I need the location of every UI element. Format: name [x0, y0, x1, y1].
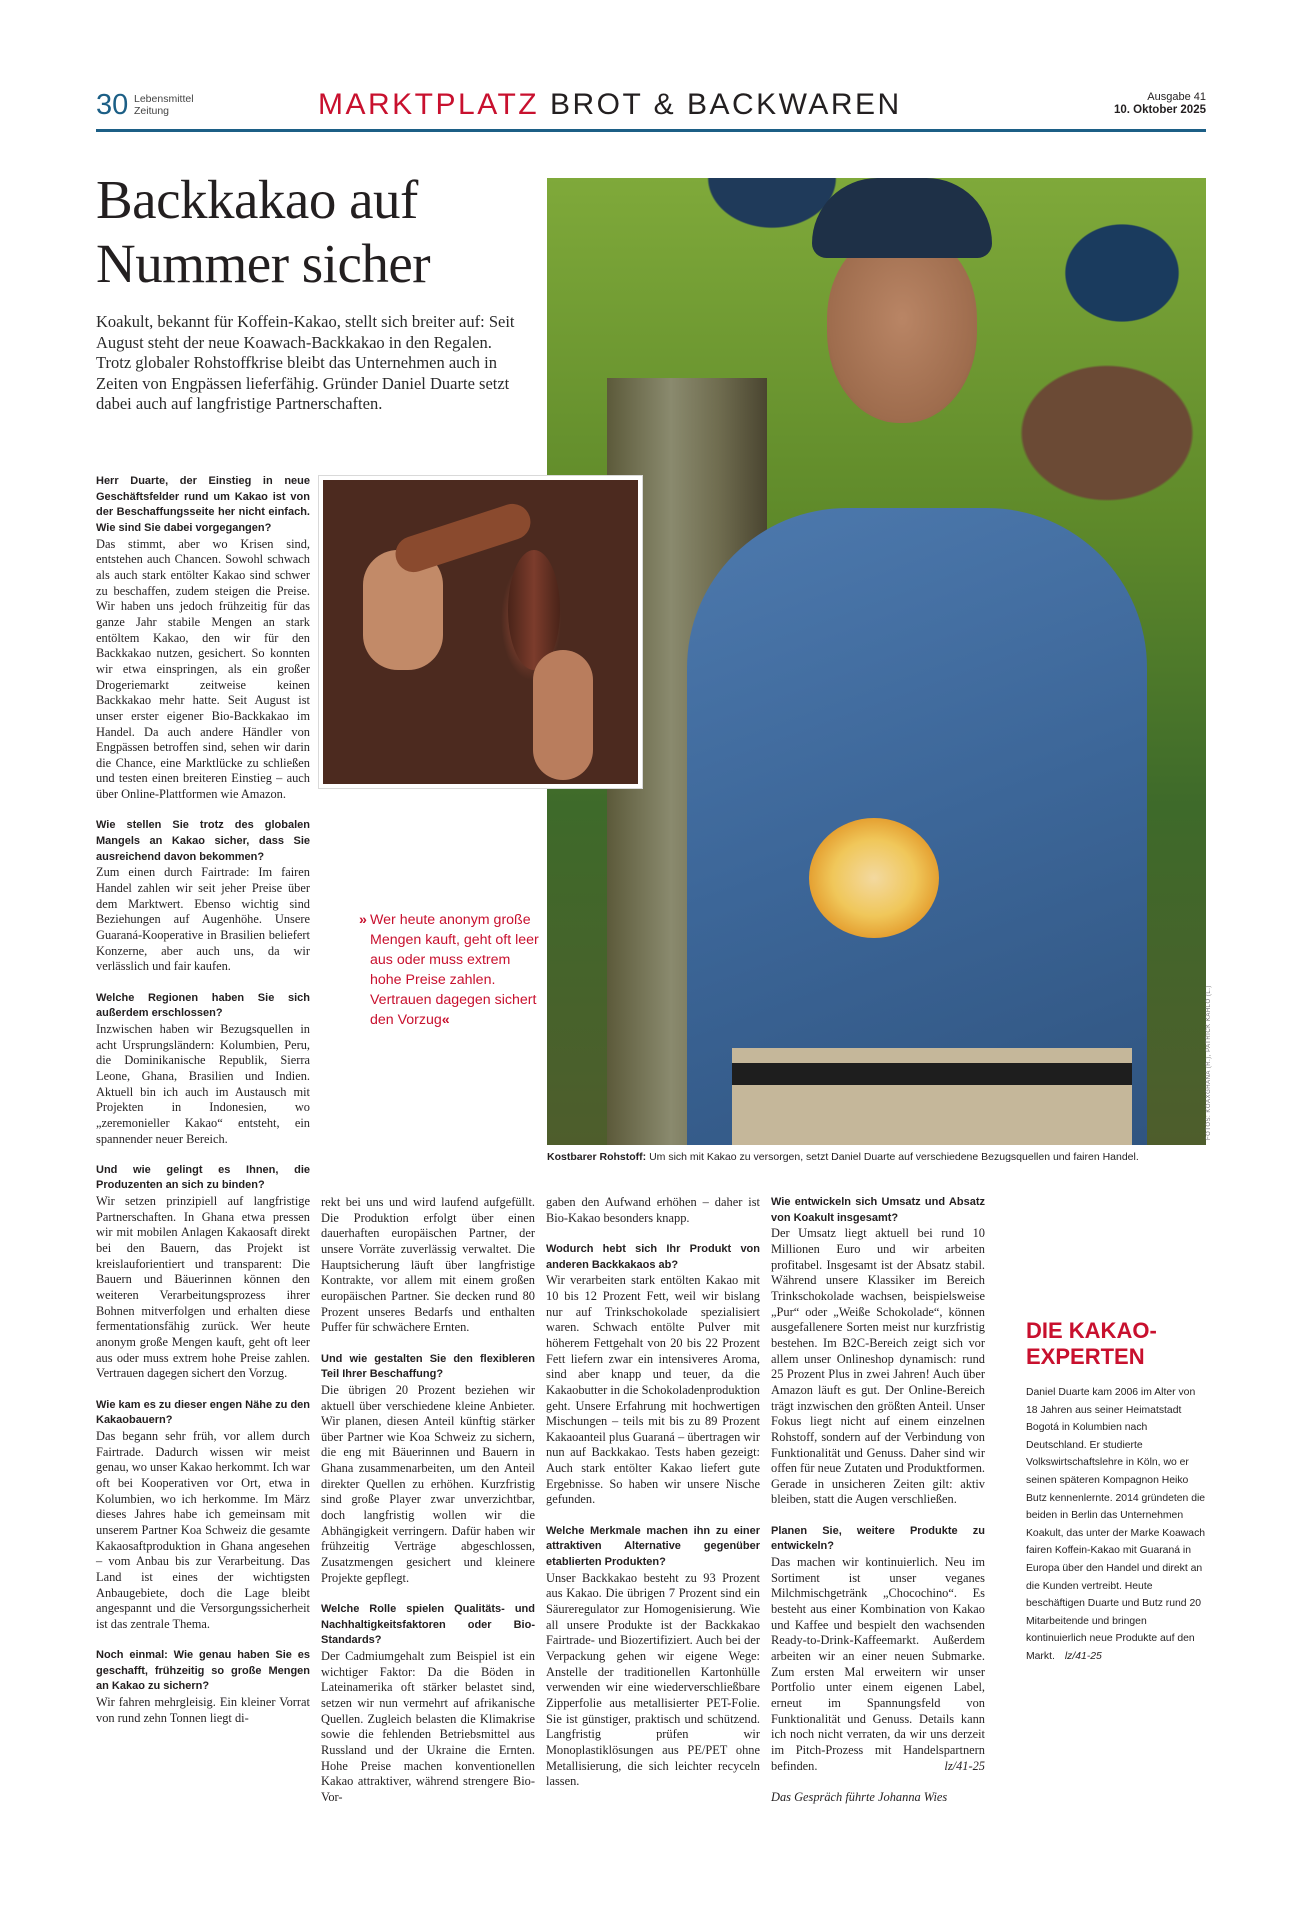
info-box-signature: lz/41-25	[1064, 1650, 1102, 1662]
article-column-1	[96, 474, 310, 1726]
paper-name-line2: Zeitung	[134, 105, 170, 117]
interview-question: Und wie gestalten Sie den flexibleren Teil Ihrer Beschaffung?	[321, 1352, 535, 1381]
interview-answer: Inzwischen haben wir Bezugsquellen in acht Ursprungsländern: Kolumbien, Peru, die Dominikanische Republik, Sierra Leone, Ghana, Brasilien und Indien. Aktuell bin ich auch im Austausch mit Projekten in Indonesien, wo „zeremonieller Kakao“ entsteht, ein spannender neuer Bereich.	[96, 1021, 310, 1146]
issue-number: Ausgabe 41	[1147, 91, 1206, 103]
interview-answer: Wir fahren mehrgleisig. Ein kleiner Vorrat von rund zehn Tonnen liegt di-	[96, 1695, 310, 1725]
issue-date: 10. Oktober 2025	[1113, 104, 1206, 116]
knife	[391, 499, 535, 577]
interview-block	[546, 1524, 760, 1790]
interview-answer: Der Cadmiumgehalt zum Beispiel ist ein wichtiger Faktor: Da die Böden in Lateinamerika oft stärker belastet sind, setzen wir nun vermehrt auf afrikanische Quellen. Zugleich belasten die Klimakrise sowie die fehlenden Betriebsmittel aus Russland und der Ukraine die Ernten. Hohe Preise machen konventionellen Kakao attraktiver, während strengere Bio-Vor-	[321, 1649, 535, 1804]
headline-line1: Backkakao auf	[96, 169, 418, 230]
info-title-line2: EXPERTEN	[1026, 1344, 1145, 1369]
lead-paragraph: Koakult, bekannt für Koffein-Kakao, stellt sich breiter auf: Seit August steht der neue Koawach-Backkakao in den Regalen. Trotz globaler Rohstoffkrise bleibt das Unternehmen auch in Zeiten von Engpässen lieferfähig. Gründer Daniel Duarte setzt dabei auch auf langfristige Partnerschaften.	[96, 312, 515, 414]
article-signature: lz/41-25	[944, 1758, 985, 1773]
cap	[812, 178, 992, 258]
interview-answer: Unser Backkakao besteht zu 93 Prozent aus Kakao. Die übrigen 7 Prozent sind ein Säureregulator zur Homogenisierung. Wie all unsere Produkte ist der Backkakao Fairtrade- und Biozertifiziert. Auch bei der Verpackung gehen wir eigene Wege: Anstelle der traditionellen Kartonhülle verwenden wir eine wiederverschließbare Zipperfolie aus metallisierter PET-Folie. Sie ist günstiger, praktisch und schützend. Langfristig prüfen wir Monoplastiklösungen aus PE/PET ohne Metallisierung, die sich leichter recyceln lassen.	[546, 1570, 760, 1789]
interview-answer: Wir verarbeiten stark entölten Kakao mit 10 bis 12 Prozent Fett, weil wir bislang nur auf Trinkschokolade spezialisiert waren. Schwach entölte Pulver mit höherem Fettgehalt von 20 bis 22 Prozent Fett liefern zwar ein intensiveres Aroma, sind aber knapp und teuer, da die Kakaobutter in die Schokoladenproduktion geht. Unsere Erfahrung mit hochwertigen Mischungen – teils mit bis zu 89 Prozent Kakaoanteil plus Guaraná – übertragen wir nun auf Backkakao. Tests haben gezeigt: Auch stark entölter Kakao liefert gute Ergebnisse. So haben wir unsere Nische gefunden.	[546, 1273, 760, 1507]
photo-caption	[547, 1150, 1207, 1164]
quote-open-mark: »	[359, 912, 367, 928]
interview-question: Wodurch hebt sich Ihr Produkt von anderen Backkakaos ab?	[546, 1242, 760, 1271]
inset-photo-cacao-harvest	[319, 476, 642, 788]
info-box-title	[1026, 1318, 1206, 1370]
interview-block	[771, 1524, 985, 1775]
interview-question: Welche Rolle spielen Qualitäts- und Nachhaltigkeitsfaktoren oder Bio-Standards?	[321, 1603, 535, 1647]
hand	[533, 650, 593, 780]
interview-block	[96, 818, 310, 975]
interview-question: Und wie gelingt es Ihnen, die Produzenten an sich zu binden?	[96, 1163, 310, 1192]
caption-label: Kostbarer Rohstoff:	[547, 1151, 647, 1163]
interview-question: Wie kam es zu dieser engen Nähe zu den Kakaobauern?	[96, 1398, 310, 1427]
interview-answer-continued: rekt bei uns und wird laufend aufgefüllt. Die Produktion erfolgt über einen dauerhaften europäischen Partner, der unsere Vorräte zuverlässig verwaltet. Die Hauptsicherung läuft über langfristige Kontrakte, vor allem mit einem großen europäischen Partner. Sie decken rund 80 Prozent unseres Bedarfs und enthalten Puffer für schwächere Ernten.	[321, 1195, 535, 1335]
interview-question: Welche Merkmale machen ihn zu einer attraktiven Alternative gegenüber etablierten Produkten?	[546, 1524, 760, 1569]
interview-answer: Die übrigen 20 Prozent beziehen wir aktuell über verschiedene kleine Anbieter. Wir planen, diesen Anteil künftig stärker über Partner wie Koa Schweiz zu sichern, die eng mit Bäuerinnen und Bauern in Ghana zusammenarbeiten, um den Anteil direkter Quellen zu erhöhen. Kurzfristig sind große Player zwar unverzichtbar, doch langfristig wollen wir die Abhängigkeit verringern. Dafür haben wir frühzeitig Verträge abgeschlossen, Zusatzmengen gesichert und kleinere Projekte gepflegt.	[321, 1382, 535, 1585]
author-line: Das Gespräch führte Johanna Wies	[771, 1789, 948, 1804]
pull-quote	[359, 910, 540, 1030]
interview-question: Planen Sie, weitere Produkte zu entwickeln?	[771, 1524, 985, 1553]
interview-block	[546, 1242, 760, 1508]
header-rule	[96, 129, 1206, 132]
article-column-4	[771, 1195, 985, 1806]
belt	[732, 1063, 1132, 1085]
section-title	[318, 88, 902, 122]
info-box-kakao-experten	[1026, 1318, 1206, 1666]
headline-line2: Nummer sicher	[96, 233, 431, 294]
interview-question: Wie stellen Sie trotz des globalen Mangels an Kakao sicher, dass Sie ausreichend davon bekommen?	[96, 819, 310, 863]
open-cacao-pod	[809, 818, 939, 938]
section-primary: MARKTPLATZ	[318, 88, 540, 121]
interview-block	[96, 1648, 310, 1726]
headline	[96, 168, 536, 296]
section-secondary: BROT & BACKWAREN	[549, 88, 902, 121]
interview-block	[546, 1195, 760, 1226]
interview-question: Welche Regionen haben Sie sich außerdem erschlossen?	[96, 991, 310, 1020]
interview-question: Herr Duarte, der Einstieg in neue Geschäftsfelder rund um Kakao ist von der Beschaffungsseite her nicht einfach. Wie sind Sie dabei vorgegangen?	[96, 475, 310, 534]
paper-name	[134, 93, 194, 117]
face	[827, 233, 977, 423]
interview-question: Wie entwickeln sich Umsatz und Absatz von Koakult insgesamt?	[771, 1196, 985, 1224]
hero-photo-daniel-duarte	[547, 178, 1206, 1145]
page-number: 30	[96, 89, 129, 121]
interview-answer: Das begann sehr früh, vor allem durch Fairtrade. Dadurch wissen wir meist genau, wo unser Kakao herkommt. Ich war oft bei Kooperativen vor Ort, etwa in Kolumbien, wo ich herkomme. Im März dieses Jahres habe ich gemeinsam mit unserem Partner Koa Schweiz die gesamte Kakaosaftproduktion in Ghana angesehen – vom Anbau bis zur Verarbeitung. Das Land ist eines der wichtigsten Anbaugebiete, doch die Lage bleibt angespannt und die Versorgungssicherheit ist das zentrale Thema.	[96, 1428, 311, 1631]
interview-block	[96, 474, 310, 803]
info-box-text: Daniel Duarte kam 2006 im Alter von 18 Jahren aus seiner Heimatstadt Bogotá in Kolumbien nach Deutschland. Er studierte Volkswirtschaftslehre in Köln, wo er seinen späteren Kompagnon Heiko Butz kennenlernte. 2014 gründeten die beiden in Berlin das Unternehmen Koakult, das unter der Marke Koawach fairen Koffein-Kakao mit Guaraná in Europa über den Handel und direkt an die Kunden vertreibt. Heute beschäftigen Duarte und Butz rund 20 Mitarbeitende und bringen kontinuierlich neue Produkte auf den Markt.	[1026, 1387, 1206, 1662]
quote-close-mark: «	[441, 1012, 450, 1028]
info-box-body	[1026, 1384, 1206, 1666]
paper-name-line1: Lebensmittel	[134, 93, 194, 105]
pull-quote-text: Wer heute anonym große Mengen kauft, geht oft leer aus oder muss extrem hohe Preise zahlen. Vertrauen dagegen sichert den Vorzug	[370, 912, 539, 1028]
interview-block	[321, 1352, 535, 1587]
interview-answer: Das stimmt, aber wo Krisen sind, entstehen auch Chancen. Sowohl schwach als auch stark entölter Kakao sind schwer zu beschaffen, zudem steigen die Preise. Wir haben uns jedoch frühzeitig für das ganze Jahr stabile Mengen an stark entöltem Kakao, den wir für den Backkakao nutzen, gesichert. So konnten wir etwa einspringen, als ein großer Drogeriemarkt zeitweise keinen Backkakao mehr hatte. Seit August ist unser erster eigener Bio-Backkakao im Handel. Da auch andere Händler von Engpässen betroffen sind, sehen wir darin die Chance, eine Marktlücke zu schließen und testen einen breiteren Einstieg – auch über Online-Plattformen wie Amazon.	[96, 536, 310, 802]
interview-block	[96, 991, 310, 1148]
interview-block	[321, 1195, 535, 1336]
interview-answer: Der Umsatz liegt aktuell bei rund 10 Millionen Euro und wir arbeiten profitabel. Insgesamt ist der Absatz stabil. Während unsere Klassiker im Bereich Trinkschokolade wachsen, beispielsweise „Pur“ oder „Weiße Schokolade“, können ausgefallenere Sorten meist nur kurzfristig bestehen. Im B2C-Bereich zeigt sich vor allem unser Onlineshop dynamisch: rund 25 Prozent Plus in zwei Jahren! Auch über Amazon läuft es gut. Der Online-Bereich trägt inzwischen den größten Anteil. Unser Fokus liegt nicht auf einem einzelnen Rohstoff, sondern auf der Verbindung von Funktionalität und Genuss. Daher sind wir offen für neue Zutaten und Produktformen. Gerade in unsicheren Zeiten gilt: aktiv bleiben, statt die Augen verschließen.	[771, 1226, 985, 1507]
masthead	[96, 88, 1206, 128]
info-title-line1: DIE KAKAO-	[1026, 1318, 1157, 1343]
interview-answer: Zum einen durch Fairtrade: Im fairen Handel zahlen wir seit jeher Preise über dem Marktwert. Ebenso wichtig sind Beziehungen auf Augenhöhe. Unsere Guaraná-Kooperative in Brasilien beliefert Konzerne, aber auch uns, da wir verlässlich und fair kaufen.	[96, 865, 310, 974]
interview-answer: Wir setzen prinzipiell auf langfristige Partnerschaften. In Ghana etwa pressen wir mit mobilen Anlagen Kakaosaft direkt bei den Bauern, das Projekt ist kreislauforientiert und transparent: Die Bauern und Bäuerinnen können den weiteren Verarbeitungsprozess ihrer Bohnen mitverfolgen und erhalten diese fermentationsfähig zurück. Wer heute anonym große Mengen kauft, geht oft leer aus oder muss extrem hohe Preise zahlen. Vertrauen dagegen sichert den Vorzug.	[96, 1194, 310, 1381]
interview-answer	[771, 1555, 985, 1774]
caption-text: Um sich mit Kakao zu versorgen, setzt Daniel Duarte auf verschiedene Bezugsquellen und fairen Handel.	[646, 1151, 1139, 1163]
interview-block	[771, 1195, 985, 1508]
interview-answer-continued: gaben den Aufwand erhöhen – daher ist Bio-Kakao besonders knapp.	[546, 1195, 760, 1225]
article-column-2	[321, 1195, 535, 1806]
interview-question: Noch einmal: Wie genau haben Sie es geschafft, frühzeitig so große Mengen an Kakao zu sichern?	[96, 1649, 310, 1693]
interview-answer-text: Das machen wir kontinuierlich. Neu im Sortiment ist unser veganes Milchmischgetränk „Chocochino“. Es besteht aus einer Kombination von Kakao und Kaffee und bespielt den wachsenden Ready-to-Drink-Kaffeemarkt. Außerdem arbeiten wir an einer neuen Submarke. Zum ersten Mal erweitern wir unser Portfolio unter einem eigenen Label, erneut im Spannungsfeld von Funktionalität und Genuss. Details kann ich noch nicht verraten, da wir uns derzeit im Pitch-Prozess mit Handelspartnern befinden.	[771, 1555, 985, 1773]
photo-credit: FOTOS: KOAXGHANA (R.), PATRICK KAHLO (L.)	[1206, 985, 1212, 1140]
interview-block	[96, 1398, 310, 1633]
interview-block	[321, 1602, 535, 1806]
interview-block	[96, 1163, 310, 1382]
issue-info	[1114, 91, 1206, 117]
article-column-3	[546, 1195, 760, 1790]
